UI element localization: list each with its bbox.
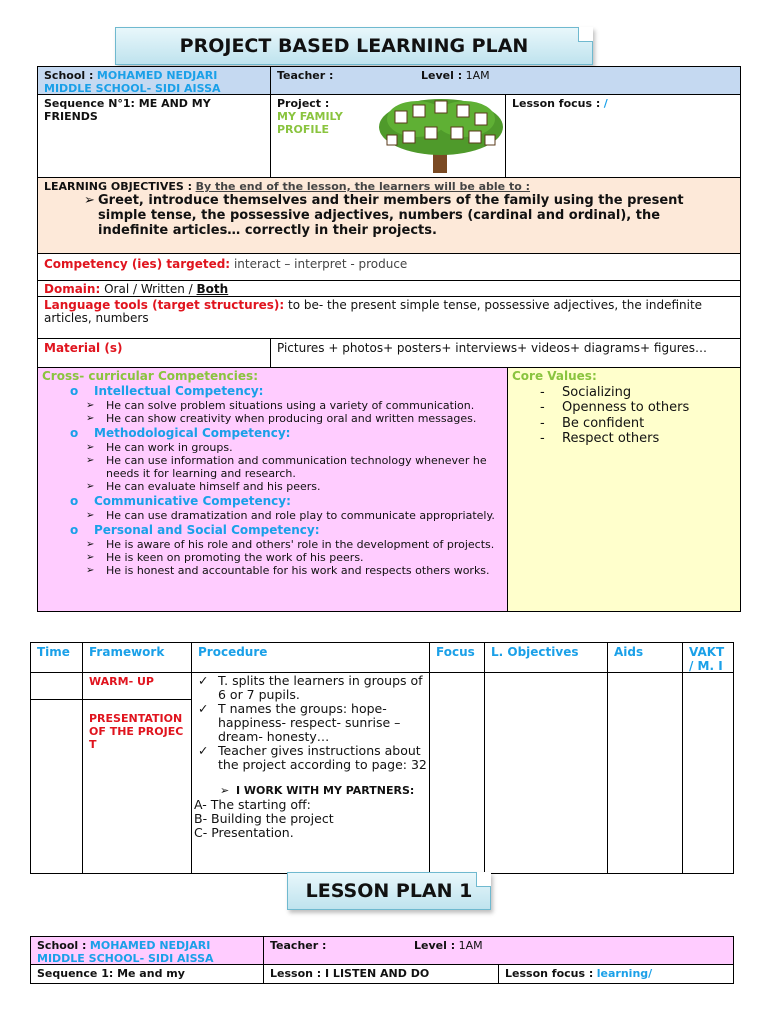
lesson-focus-value: /: [603, 97, 608, 110]
focus-cell: [429, 672, 485, 874]
procedure-step: ✓ T names the groups: hope- happiness- respect- sunrise – dream- honesty…: [194, 702, 427, 744]
lesson-school-cell: School : MOHAMED NEDJARI MIDDLE SCHOOL- SIDI AISSA: [30, 936, 264, 965]
lesson-focus-label: Lesson focus :: [512, 97, 601, 110]
competency-item: ➢ He is keen on promoting the work of his peers.: [42, 551, 503, 564]
domain-value: Oral / Written /: [104, 282, 193, 296]
competency-item: ➢ He can evaluate himself and his peers.: [42, 480, 503, 493]
cross-curricular-cell: [37, 367, 508, 612]
competency-item: ➢ He can show creativity when producing oral and written messages.: [42, 412, 503, 425]
core-value-item: - Socializing: [512, 385, 736, 401]
objectives-label: LEARNING OBJECTIVES :: [44, 180, 193, 193]
procedure-step: ✓ Teacher gives instructions about the project according to page: 32: [194, 744, 427, 772]
header-focus: Focus: [429, 642, 485, 673]
core-value-item: - Respect others: [512, 431, 736, 447]
vakt-cell: [682, 672, 734, 874]
phase-item: B- Building the project: [194, 811, 334, 826]
material-label: Material (s): [37, 338, 271, 368]
lesson-teacher-level-cell: [263, 936, 734, 965]
school-name: MOHAMED NEDJARI MIDDLE SCHOOL- SIDI AISSA: [44, 69, 221, 95]
communicative-competency: o Communicative Competency:: [42, 493, 503, 509]
sequence-cell: Sequence N°1: ME AND MY FRIENDS: [37, 94, 271, 178]
level-value: 1AM: [465, 69, 490, 82]
teacher-label: Teacher :: [277, 69, 334, 82]
core-value-item: - Openness to others: [512, 400, 736, 416]
header-aids: Aids: [607, 642, 683, 673]
competency-item: ➢ He is honest and accountable for his work and respects others works.: [42, 564, 503, 577]
header-time: Time: [30, 642, 83, 673]
procedure-table: [30, 642, 734, 874]
domain-both: Both: [196, 282, 229, 296]
intellectual-competency: o Intellectual Competency:: [42, 383, 503, 399]
page-title: PROJECT BASED LEARNING PLAN: [115, 27, 593, 65]
project-value: MY FAMILY PROFILE: [277, 110, 343, 136]
methodological-competency: o Methodological Competency:: [42, 425, 503, 441]
competency-item: ➢ He can solve problem situations using a variety of communication.: [42, 399, 503, 412]
language-label: Language tools (target structures):: [44, 298, 285, 312]
lesson-focus-cell-2: Lesson focus : learning/: [498, 964, 734, 984]
competency-item: ➢ He can work in groups.: [42, 441, 503, 454]
domain-label: Domain:: [44, 282, 101, 296]
presentation-label: PRESENTATION OF THE PROJECT: [82, 699, 192, 874]
material-value: Pictures + photos+ posters+ interviews+ videos+ diagrams+ figures…: [270, 338, 741, 368]
language-value: to be- the present simple tense, possessive adjectives, the indefinite articles, numbers: [44, 298, 703, 325]
aids-cell: [607, 672, 683, 874]
competency-value: interact – interpret - produce: [233, 257, 408, 271]
project-cell: [270, 94, 506, 178]
family-tree-image: [377, 97, 505, 175]
header-vakt: VAKT / M. I: [682, 642, 734, 673]
personal-social-competency: o Personal and Social Competency:: [42, 522, 503, 538]
competency-item: ➢ He can use dramatization and role play to communicate appropriately.: [42, 509, 503, 522]
phase-item: C- Presentation.: [194, 825, 294, 840]
teacher-level-cell: [270, 66, 741, 95]
core-value-item: - Be confident: [512, 416, 736, 432]
cross-title: Cross- curricular Competencies:: [42, 369, 258, 383]
header-procedure: Procedure: [191, 642, 430, 673]
lesson-title-cell: Lesson : I LISTEN AND DO: [263, 964, 499, 984]
lesson-focus-cell: [505, 94, 741, 178]
time-cell-2: [30, 699, 83, 874]
lesson-plan-title: LESSON PLAN 1: [287, 872, 491, 910]
time-cell-1: [30, 672, 83, 700]
phase-item: A- The starting off:: [194, 797, 311, 812]
work-heading: ➢ I WORK WITH MY PARTNERS:: [214, 784, 427, 798]
objectives-intro: By the end of the lesson, the learners will be able to :: [195, 180, 531, 193]
language-tools-cell: [37, 296, 741, 339]
lesson-sequence-cell: Sequence 1: Me and my: [30, 964, 264, 984]
lesson-teacher-label: Teacher :: [270, 939, 327, 952]
school-cell: School : MOHAMED NEDJARI MIDDLE SCHOOL- SIDI AISSA: [37, 66, 271, 95]
level-label: Level :: [421, 69, 463, 82]
competency-label: Competency (ies) targeted:: [44, 257, 231, 271]
lesson-level-value: 1AM: [458, 939, 483, 952]
lesson-level-label: Level :: [414, 939, 456, 952]
core-values-cell: [507, 367, 741, 612]
project-label: Project :: [277, 97, 330, 110]
objectives-text: ➢ Greet, introduce themselves and their members of the family using the present simple tense, the possessive adjectives, numbers (cardinal and ordinal), the indefinite articles… correctly in their projects.: [78, 193, 734, 238]
procedure-cell: [191, 672, 430, 874]
core-values-title: Core Values:: [512, 369, 597, 383]
competency-item: ➢ He is aware of his role and others' role in the development of projects.: [42, 538, 503, 551]
header-objectives: L. Objectives: [484, 642, 608, 673]
warm-up-label: WARM- UP: [82, 672, 192, 700]
header-framework: Framework: [82, 642, 192, 673]
learning-objectives-cell: [37, 177, 741, 254]
procedure-step: ✓ T. splits the learners in groups of 6 or 7 pupils.: [194, 674, 427, 702]
lesson-school-name: MOHAMED NEDJARI MIDDLE SCHOOL- SIDI AISSA: [37, 939, 214, 965]
objectives-cell: [484, 672, 608, 874]
domain-cell: [37, 280, 741, 297]
competency-cell: [37, 253, 741, 281]
competency-item: ➢ He can use information and communication technology whenever he needs it for learning and research.: [42, 454, 503, 480]
lesson-focus-value-2: learning/: [596, 967, 653, 980]
